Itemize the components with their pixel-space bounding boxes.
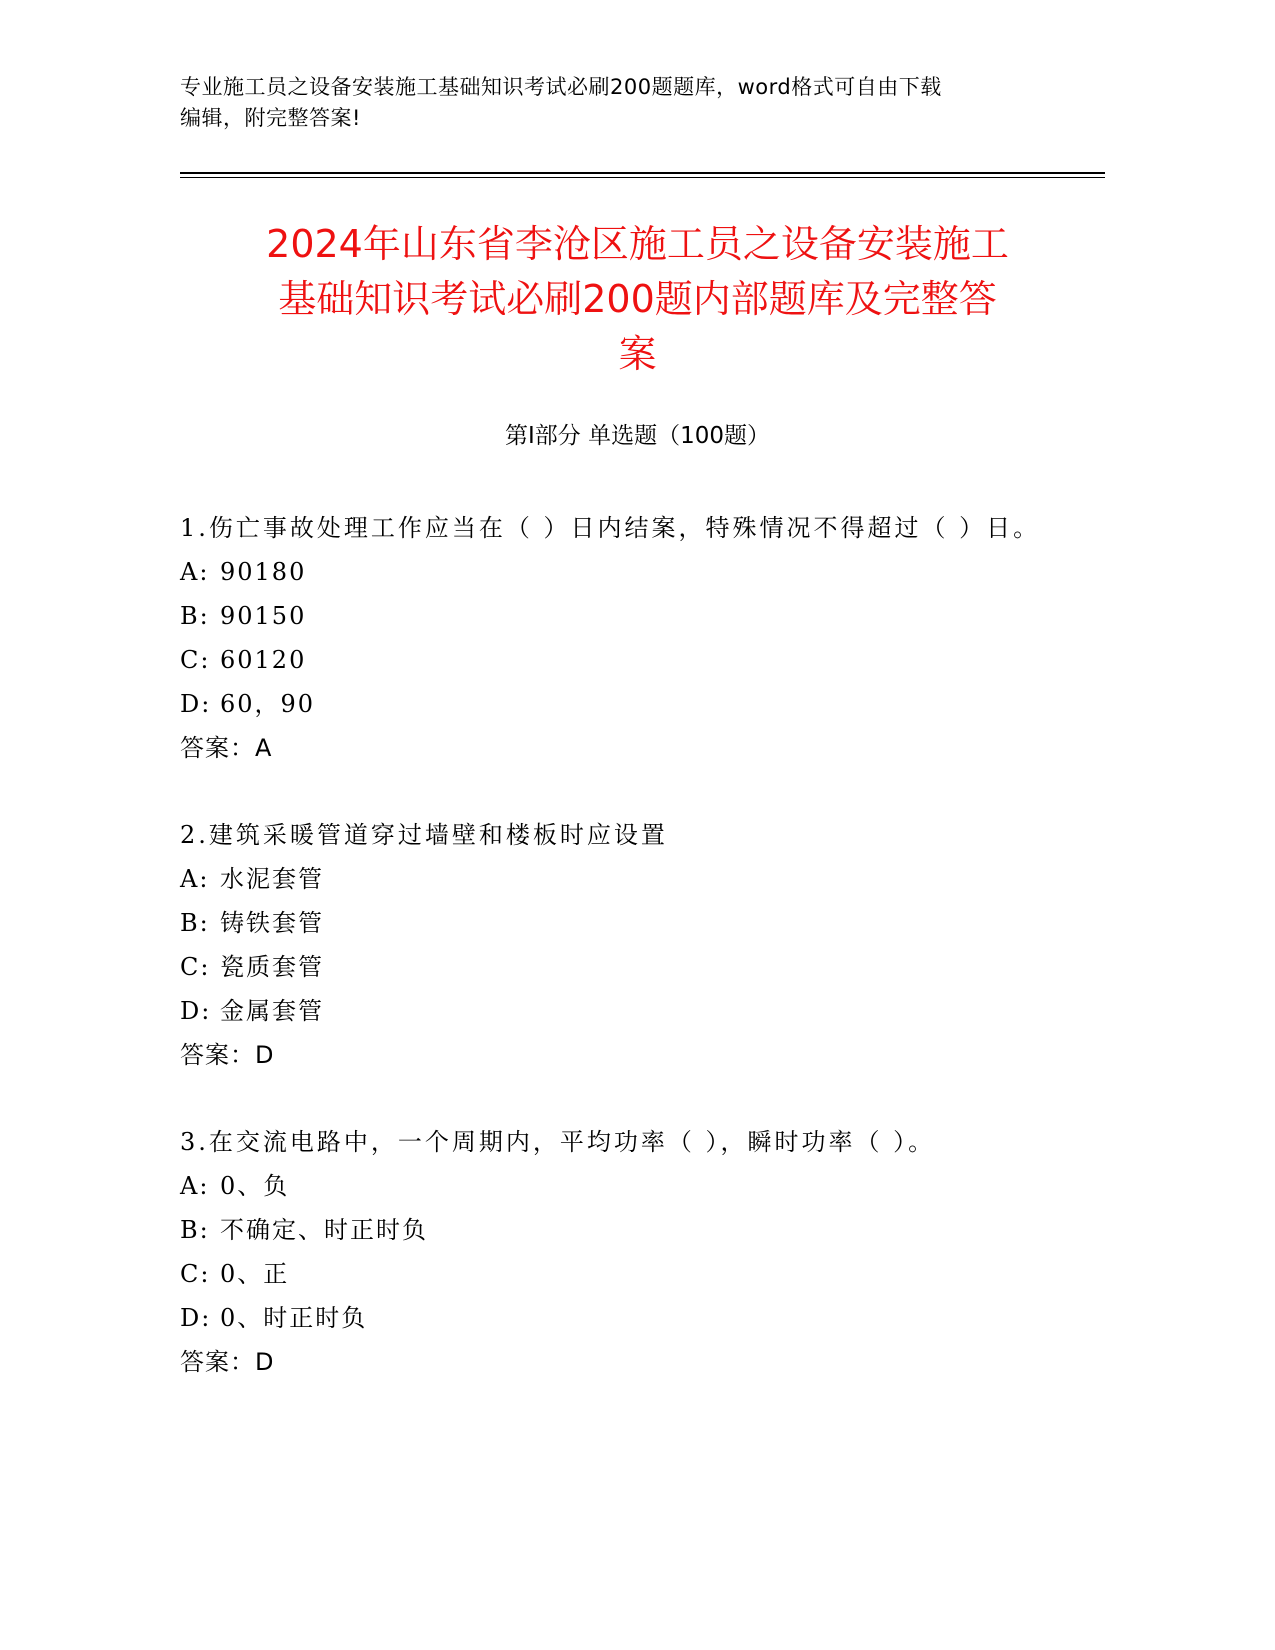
question-option: [180, 638, 1060, 682]
option-text: 0、时正时负: [220, 1304, 368, 1332]
option-letter: C:: [180, 1260, 211, 1288]
option-text: 不确定、时正时负: [220, 1216, 428, 1244]
question-option: [180, 945, 1060, 989]
question-item: [180, 813, 1060, 1077]
question-answer: 答案：A: [180, 734, 273, 762]
option-letter: D:: [180, 690, 212, 718]
question-option: [180, 682, 1060, 726]
header-note-line-1: 专业施工员之设备安装施工基础知识考试必刷200题题库，word格式可自由下载: [180, 75, 942, 99]
question-option: [180, 1208, 1060, 1252]
option-text: 0、正: [220, 1260, 290, 1288]
document-title-line-3: 案: [618, 332, 657, 376]
question-option: [180, 1296, 1060, 1340]
option-letter: D:: [180, 1304, 212, 1332]
question-answer: 答案：D: [180, 1041, 275, 1069]
question-stem: 1.伤亡事故处理工作应当在（ ）日内结案，特殊情况不得超过（ ）日。: [180, 514, 1041, 542]
question-option: [180, 550, 1060, 594]
option-text: 90180: [220, 558, 307, 586]
question-option: [180, 1252, 1060, 1296]
header-divider-thick: [180, 172, 1105, 174]
section-heading: 第I部分 单选题（100题）: [505, 423, 770, 449]
question-option: [180, 594, 1060, 638]
option-text: 瓷质套管: [220, 953, 324, 981]
option-text: 水泥套管: [220, 865, 324, 893]
option-text: 金属套管: [220, 997, 324, 1025]
option-letter: B:: [180, 909, 210, 937]
question-list: [180, 506, 1060, 1427]
question-stem: 2.建筑采暖管道穿过墙壁和楼板时应设置: [180, 821, 668, 849]
document-title: [180, 217, 1095, 382]
document-title-line-2: 基础知识考试必刷200题内部题库及完整答: [278, 277, 997, 321]
question-stem: 3.在交流电路中，一个周期内，平均功率（ ），瞬时功率（ ）。: [180, 1128, 936, 1156]
question-option: [180, 901, 1060, 945]
header-note-line-2: 编辑，附完整答案!: [180, 106, 361, 130]
option-letter: B:: [180, 602, 210, 630]
header-note: [180, 72, 1080, 134]
question-option: [180, 1164, 1060, 1208]
document-title-line-1: 2024年山东省李沧区施工员之设备安装施工: [266, 222, 1009, 266]
question-option: [180, 857, 1060, 901]
option-letter: A:: [180, 558, 210, 586]
question-item: [180, 1120, 1060, 1384]
question-answer: 答案：D: [180, 1348, 275, 1376]
option-text: 60，90: [220, 690, 316, 718]
question-item: [180, 506, 1060, 770]
option-letter: C:: [180, 646, 211, 674]
option-text: 0、负: [220, 1172, 290, 1200]
option-letter: A:: [180, 1172, 210, 1200]
header-divider-thin: [180, 177, 1105, 178]
question-option: [180, 989, 1060, 1033]
option-text: 60120: [220, 646, 307, 674]
option-letter: D:: [180, 997, 212, 1025]
option-letter: B:: [180, 1216, 210, 1244]
option-letter: A:: [180, 865, 210, 893]
option-letter: C:: [180, 953, 211, 981]
option-text: 铸铁套管: [220, 909, 324, 937]
option-text: 90150: [220, 602, 307, 630]
